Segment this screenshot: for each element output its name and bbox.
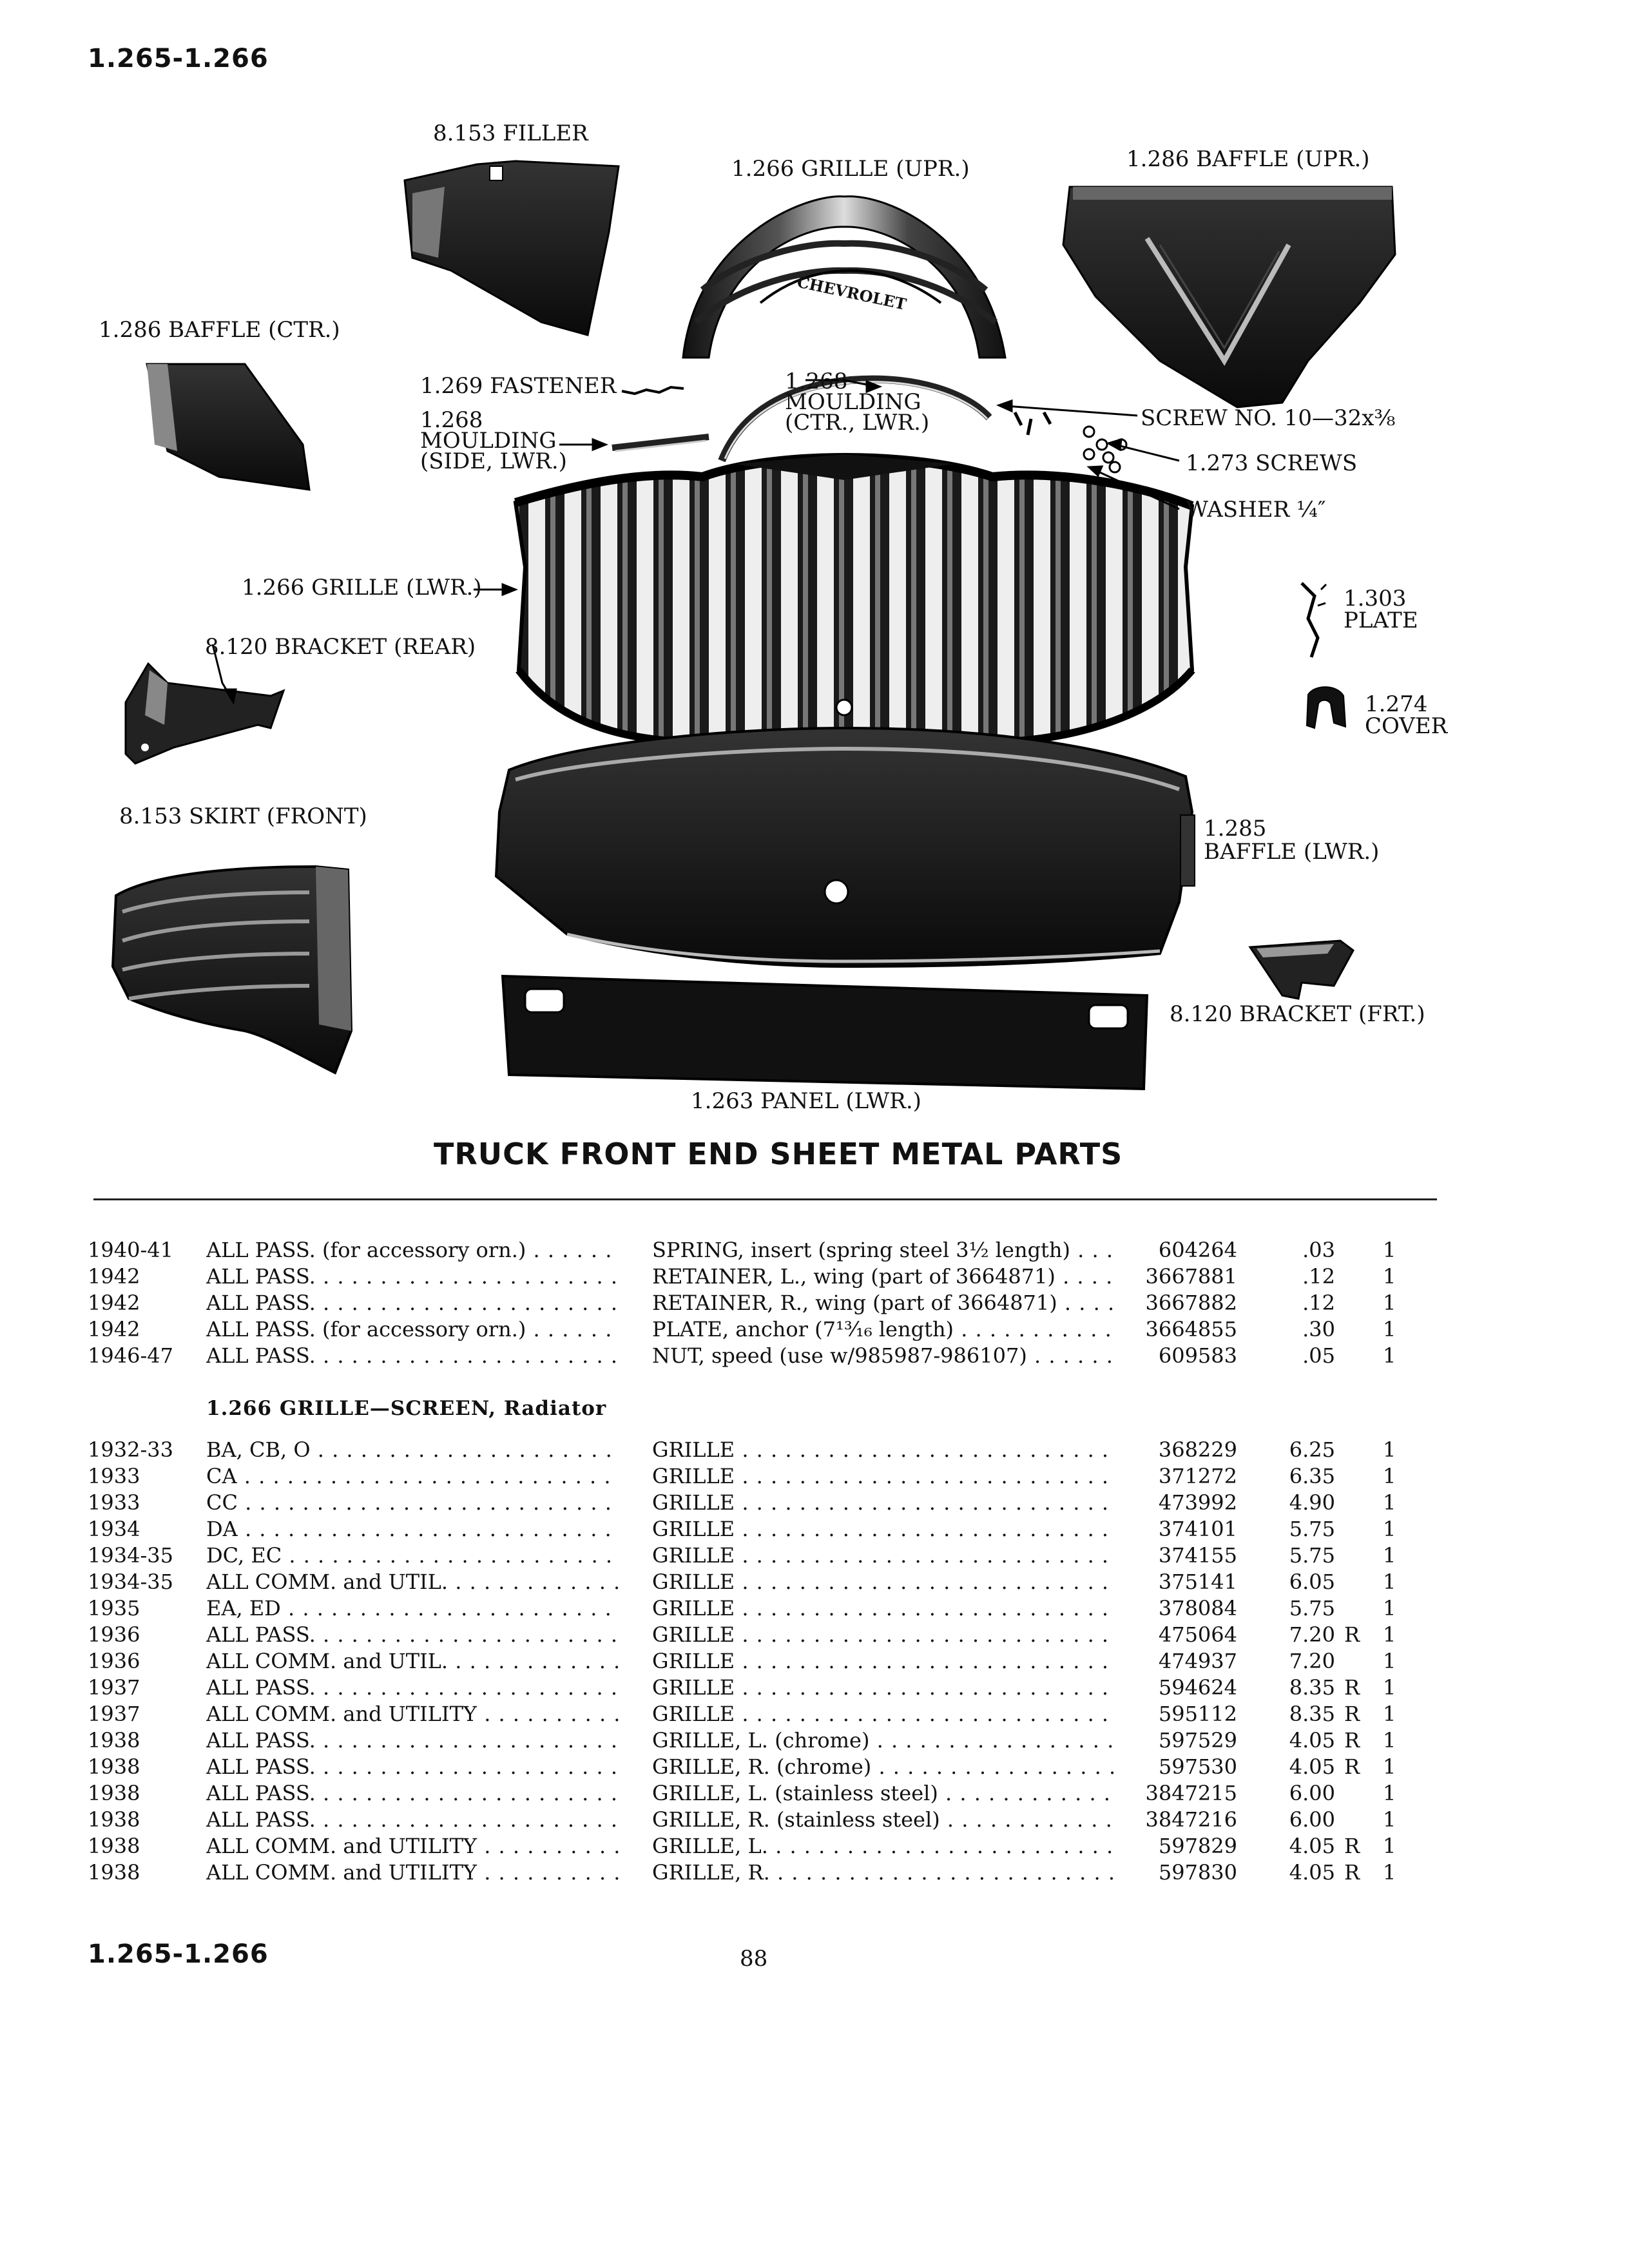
label-panel-lower: 1.263 PANEL (LWR.): [691, 1088, 921, 1114]
year-cell: 1938: [88, 1754, 140, 1779]
label-cover-name: COVER: [1365, 713, 1448, 739]
table-row: [0, 1648, 1629, 1675]
part-number-cell: 3664855: [1145, 1317, 1237, 1341]
quantity-cell: 1: [1383, 1343, 1396, 1368]
description-cell: GRILLE . . .: [652, 1437, 1116, 1463]
baffle-upper-part: [1063, 187, 1395, 407]
quantity-cell: 1: [1383, 1754, 1396, 1779]
quantity-cell: 1: [1383, 1860, 1396, 1885]
year-cell: 1935: [88, 1596, 140, 1620]
part-number-cell: 375141: [1158, 1570, 1237, 1594]
label-moulding-side: [420, 407, 567, 474]
bracket-rear-part: [126, 664, 284, 764]
cover-part: [1307, 687, 1345, 728]
description-cell: GRILLE . . .: [652, 1516, 1116, 1542]
price-cell: 5.75: [1289, 1543, 1335, 1568]
description-cell: GRILLE . . .: [652, 1622, 1116, 1648]
table-row: [0, 1807, 1629, 1833]
description-cell: GRILLE . . .: [652, 1701, 1116, 1727]
table-row: [0, 1542, 1629, 1569]
parts-table-b: [0, 1437, 1629, 1901]
r-flag-cell: R: [1344, 1728, 1360, 1753]
part-number-cell: 474937: [1158, 1649, 1237, 1673]
title-divider: [93, 1198, 1437, 1200]
table-row: [0, 1833, 1629, 1860]
label-plate-name: PLATE: [1344, 608, 1418, 633]
table-row: [0, 1860, 1629, 1886]
part-number-cell: 378084: [1158, 1596, 1237, 1620]
table-row: [0, 1622, 1629, 1648]
r-flag-cell: R: [1344, 1834, 1360, 1858]
model-cell: CC . . .: [206, 1490, 619, 1516]
year-cell: 1937: [88, 1702, 140, 1726]
header-section-code: 1.265-1.266: [88, 44, 269, 73]
label-baffle-lower: [1204, 817, 1379, 863]
description-cell: PLATE, anchor (7¹³⁄₁₆ length) . . .: [652, 1316, 1116, 1343]
table-row: [0, 1316, 1629, 1343]
model-cell: ALL COMM. and UTIL. . . .: [206, 1648, 619, 1675]
price-cell: .03: [1302, 1238, 1335, 1262]
table-row: [0, 1264, 1629, 1290]
model-cell: ALL COMM. and UTILITY . . .: [206, 1833, 619, 1860]
year-cell: 1934-35: [88, 1570, 173, 1594]
bracket-front-part: [1250, 941, 1353, 999]
table-row: [0, 1237, 1629, 1264]
description-cell: GRILLE . . .: [652, 1648, 1116, 1675]
quantity-cell: 1: [1383, 1702, 1396, 1726]
model-cell: ALL PASS. . . .: [206, 1675, 619, 1701]
year-cell: 1932-33: [88, 1437, 173, 1462]
description-cell: SPRING, insert (spring steel 3½ length) . . .: [652, 1237, 1116, 1264]
label-grille-upper: 1.266 GRILLE (UPR.): [731, 156, 970, 182]
part-number-cell: 368229: [1158, 1437, 1237, 1462]
model-cell: ALL PASS. . . .: [206, 1290, 619, 1316]
quantity-cell: 1: [1383, 1675, 1396, 1700]
part-number-cell: 597530: [1158, 1754, 1237, 1779]
label-baffle-upper: 1.286 BAFFLE (UPR.): [1126, 146, 1370, 172]
label-moulding-side-code: 1.268: [420, 407, 483, 433]
price-cell: 4.05: [1289, 1860, 1335, 1885]
table-row: [0, 1463, 1629, 1490]
year-cell: 1942: [88, 1317, 140, 1341]
panel-lower-part: [503, 976, 1147, 1089]
part-number-cell: 604264: [1158, 1238, 1237, 1262]
model-cell: DC, EC . . .: [206, 1542, 619, 1569]
description-cell: GRILLE, R. . . .: [652, 1860, 1116, 1886]
page-number: 88: [740, 1946, 768, 1972]
part-number-cell: 473992: [1158, 1490, 1237, 1515]
price-cell: 4.05: [1289, 1754, 1335, 1779]
model-cell: CA . . .: [206, 1463, 619, 1490]
model-cell: ALL COMM. and UTILITY . . .: [206, 1860, 619, 1886]
price-cell: 7.20: [1289, 1649, 1335, 1673]
description-cell: GRILLE . . .: [652, 1595, 1116, 1622]
table-row: [0, 1437, 1629, 1463]
r-flag-cell: R: [1344, 1754, 1360, 1779]
baffle-lower-part: [496, 728, 1195, 966]
description-cell: GRILLE . . .: [652, 1542, 1116, 1569]
grille-lower-part: [516, 454, 1192, 773]
table-row: [0, 1754, 1629, 1780]
description-cell: RETAINER, R., wing (part of 3664871) . . .: [652, 1290, 1116, 1316]
grille-upper-part: [683, 197, 1005, 358]
r-flag-cell: R: [1344, 1622, 1360, 1647]
year-cell: 1934: [88, 1517, 140, 1541]
model-cell: ALL PASS. . . .: [206, 1780, 619, 1807]
part-number-cell: 597830: [1158, 1860, 1237, 1885]
quantity-cell: 1: [1383, 1622, 1396, 1647]
price-cell: .05: [1302, 1343, 1335, 1368]
chevrolet-emblem: CHEVROLET: [795, 272, 909, 314]
price-cell: 6.00: [1289, 1807, 1335, 1832]
quantity-cell: 1: [1383, 1317, 1396, 1341]
plate-part: [1302, 583, 1326, 657]
quantity-cell: 1: [1383, 1807, 1396, 1832]
price-cell: .30: [1302, 1317, 1335, 1341]
label-baffle-center: 1.286 BAFFLE (CTR.): [99, 317, 340, 343]
part-number-cell: 597529: [1158, 1728, 1237, 1753]
label-washer: WASHER ¼″: [1186, 497, 1326, 523]
model-cell: ALL PASS. . . .: [206, 1622, 619, 1648]
year-cell: 1942: [88, 1291, 140, 1315]
model-cell: ALL PASS. (for accessory orn.) . . .: [206, 1237, 619, 1264]
parts-table-a: [0, 1237, 1629, 1379]
label-plate-code: 1.303: [1344, 586, 1407, 611]
moulding-side-part: [612, 437, 709, 451]
label-moulding-center-pos: (CTR., LWR.): [785, 410, 930, 436]
model-cell: ALL PASS. . . .: [206, 1343, 619, 1369]
model-cell: ALL PASS. . . .: [206, 1754, 619, 1780]
model-cell: ALL COMM. and UTIL. . . .: [206, 1569, 619, 1595]
baffle-center-part: [147, 364, 309, 490]
r-flag-cell: R: [1344, 1860, 1360, 1885]
filler-part: [405, 161, 619, 335]
description-cell: GRILLE, L. . . .: [652, 1833, 1116, 1860]
table-row: [0, 1595, 1629, 1622]
price-cell: 8.35: [1289, 1702, 1335, 1726]
quantity-cell: 1: [1383, 1490, 1396, 1515]
year-cell: 1934-35: [88, 1543, 173, 1568]
quantity-cell: 1: [1383, 1264, 1396, 1289]
table-row: [0, 1780, 1629, 1807]
table-row: [0, 1701, 1629, 1727]
label-screws-1273: 1.273 SCREWS: [1186, 450, 1358, 476]
year-cell: 1936: [88, 1622, 140, 1647]
label-bracket-rear: 8.120 BRACKET (REAR): [205, 634, 476, 660]
table-row: [0, 1675, 1629, 1701]
description-cell: GRILLE . . .: [652, 1675, 1116, 1701]
price-cell: 6.00: [1289, 1781, 1335, 1805]
quantity-cell: 1: [1383, 1596, 1396, 1620]
year-cell: 1937: [88, 1675, 140, 1700]
year-cell: 1933: [88, 1490, 140, 1515]
year-cell: 1938: [88, 1807, 140, 1832]
table-row: [0, 1290, 1629, 1316]
description-cell: GRILLE . . .: [652, 1463, 1116, 1490]
description-cell: GRILLE, L. (chrome) . . .: [652, 1727, 1116, 1754]
table-row: [0, 1343, 1629, 1369]
quantity-cell: 1: [1383, 1437, 1396, 1462]
table-row: [0, 1516, 1629, 1542]
part-number-cell: 609583: [1158, 1343, 1237, 1368]
label-fastener: 1.269 FASTENER: [420, 373, 617, 399]
price-cell: 6.05: [1289, 1570, 1335, 1594]
part-number-cell: 3667882: [1145, 1291, 1237, 1315]
table-row: [0, 1490, 1629, 1516]
quantity-cell: 1: [1383, 1649, 1396, 1673]
label-skirt: 8.153 SKIRT (FRONT): [119, 803, 367, 829]
model-cell: EA, ED . . .: [206, 1595, 619, 1622]
part-number-cell: 374155: [1158, 1543, 1237, 1568]
quantity-cell: 1: [1383, 1570, 1396, 1594]
part-number-cell: 597829: [1158, 1834, 1237, 1858]
quantity-cell: 1: [1383, 1543, 1396, 1568]
price-cell: 8.35: [1289, 1675, 1335, 1700]
part-number-cell: 3667881: [1145, 1264, 1237, 1289]
table-row: [0, 1569, 1629, 1595]
model-cell: ALL COMM. and UTILITY . . .: [206, 1701, 619, 1727]
quantity-cell: 1: [1383, 1464, 1396, 1488]
part-number-cell: 374101: [1158, 1517, 1237, 1541]
part-number-cell: 3847215: [1145, 1781, 1237, 1805]
year-cell: 1936: [88, 1649, 140, 1673]
label-moulding-side-pos: (SIDE, LWR.): [420, 448, 567, 474]
model-cell: BA, CB, O . . .: [206, 1437, 619, 1463]
quantity-cell: 1: [1383, 1781, 1396, 1805]
quantity-cell: 1: [1383, 1834, 1396, 1858]
label-moulding-center: [785, 369, 930, 436]
label-grille-lower: 1.266 GRILLE (LWR.): [242, 575, 482, 601]
part-number-cell: 371272: [1158, 1464, 1237, 1488]
year-cell: 1946-47: [88, 1343, 173, 1368]
year-cell: 1938: [88, 1781, 140, 1805]
price-cell: 6.35: [1289, 1464, 1335, 1488]
part-number-cell: 594624: [1158, 1675, 1237, 1700]
price-cell: 7.20: [1289, 1622, 1335, 1647]
part-number-cell: 595112: [1158, 1702, 1237, 1726]
price-cell: 4.90: [1289, 1490, 1335, 1515]
year-cell: 1942: [88, 1264, 140, 1289]
section-grille-screen-title: 1.266 GRILLE—SCREEN, Radiator: [206, 1397, 607, 1420]
model-cell: ALL PASS. . . .: [206, 1264, 619, 1290]
quantity-cell: 1: [1383, 1517, 1396, 1541]
label-baffle-lower-name: BAFFLE (LWR.): [1204, 839, 1380, 865]
quantity-cell: 1: [1383, 1728, 1396, 1753]
label-filler: 8.153 FILLER: [433, 120, 588, 146]
year-cell: 1938: [88, 1860, 140, 1885]
label-cover: [1365, 693, 1447, 737]
label-bracket-front: 8.120 BRACKET (FRT.): [1170, 1001, 1425, 1027]
year-cell: 1938: [88, 1834, 140, 1858]
year-cell: 1933: [88, 1464, 140, 1488]
price-cell: 5.75: [1289, 1596, 1335, 1620]
page-title: TRUCK FRONT END SHEET METAL PARTS: [434, 1137, 1123, 1171]
label-moulding-side-name: MOULDING: [420, 428, 557, 454]
description-cell: GRILLE . . .: [652, 1490, 1116, 1516]
model-cell: DA . . .: [206, 1516, 619, 1542]
r-flag-cell: R: [1344, 1675, 1360, 1700]
description-cell: GRILLE, R. (chrome) . . .: [652, 1754, 1116, 1780]
price-cell: .12: [1302, 1264, 1335, 1289]
description-cell: GRILLE, R. (stainless steel) . . .: [652, 1807, 1116, 1833]
label-moulding-center-code: 1.268: [785, 369, 848, 394]
part-number-cell: 3847216: [1145, 1807, 1237, 1832]
year-cell: 1940-41: [88, 1238, 173, 1262]
r-flag-cell: R: [1344, 1702, 1360, 1726]
label-baffle-lower-code: 1.285: [1204, 816, 1267, 841]
label-screw: SCREW NO. 10—32x⅜: [1141, 405, 1396, 431]
skirt-front-part: [113, 867, 351, 1073]
label-plate: [1344, 588, 1418, 631]
model-cell: ALL PASS. . . .: [206, 1807, 619, 1833]
description-cell: GRILLE, L. (stainless steel) . . .: [652, 1780, 1116, 1807]
label-moulding-center-name: MOULDING: [785, 389, 921, 415]
description-cell: NUT, speed (use w/985987-986107) . . .: [652, 1343, 1116, 1369]
model-cell: ALL PASS. (for accessory orn.) . . .: [206, 1316, 619, 1343]
fastener-part: [622, 387, 684, 394]
year-cell: 1938: [88, 1728, 140, 1753]
footer-section-code: 1.265-1.266: [88, 1939, 269, 1969]
label-cover-code: 1.274: [1365, 691, 1428, 717]
table-row: [0, 1727, 1629, 1754]
description-cell: GRILLE . . .: [652, 1569, 1116, 1595]
price-cell: .12: [1302, 1291, 1335, 1315]
price-cell: 4.05: [1289, 1728, 1335, 1753]
part-number-cell: 475064: [1158, 1622, 1237, 1647]
price-cell: 6.25: [1289, 1437, 1335, 1462]
price-cell: 5.75: [1289, 1517, 1335, 1541]
price-cell: 4.05: [1289, 1834, 1335, 1858]
model-cell: ALL PASS. . . .: [206, 1727, 619, 1754]
quantity-cell: 1: [1383, 1238, 1396, 1262]
description-cell: RETAINER, L., wing (part of 3664871) . . .: [652, 1264, 1116, 1290]
quantity-cell: 1: [1383, 1291, 1396, 1315]
